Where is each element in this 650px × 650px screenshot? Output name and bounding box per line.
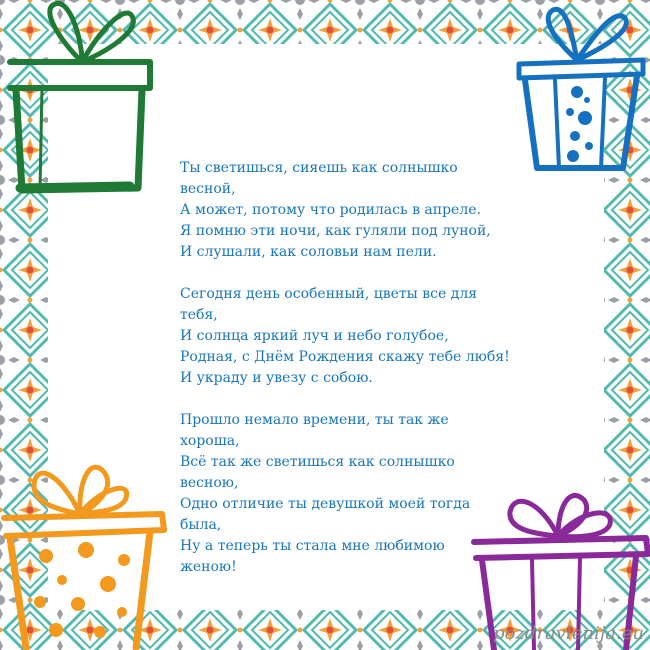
poem-stanza	[180, 410, 540, 578]
poem-line: Всё так же светишься как солнышко	[180, 454, 455, 470]
poem-line: весной,	[180, 181, 236, 197]
poem-line: Одно отличие ты девушкой моей тогда	[180, 496, 471, 512]
watermark: pozdravlenija.eu	[493, 623, 644, 644]
poem-line: И украду и увезу с собою.	[180, 370, 373, 386]
poem-line: Родная, с Днём Рождения скажу тебе любя!	[180, 349, 510, 365]
poem-line: была,	[180, 517, 222, 533]
poem-line: женою!	[180, 559, 237, 575]
poem-line: весною,	[180, 475, 239, 491]
poem-line: Ты светишься, сияешь как солнышко	[180, 160, 458, 176]
poem-line: Сегодня день особенный, цветы все для	[180, 286, 478, 302]
poem-stanza	[180, 158, 540, 263]
poem-line: Прошло немало времени, ты так же	[180, 412, 449, 428]
poem-line: А может, потому что родилась в апреле.	[180, 202, 481, 218]
blue-gift-icon	[515, 0, 650, 175]
poem-line: хороша,	[180, 433, 240, 449]
poem-stanza	[180, 284, 540, 389]
birthday-poem	[180, 158, 540, 578]
poem-line: Ну а теперь ты стала мне любимою	[180, 538, 445, 554]
poem-line: тебя,	[180, 307, 218, 323]
poem-line: И слушали, как соловьи нам пели.	[180, 244, 437, 260]
orange-gift-icon	[0, 452, 175, 650]
green-gift-icon	[0, 0, 160, 200]
poem-line: Я помню эти ночи, как гуляли под луной,	[180, 223, 491, 239]
poem-line: И солнца яркий луч и небо голубое,	[180, 328, 449, 344]
